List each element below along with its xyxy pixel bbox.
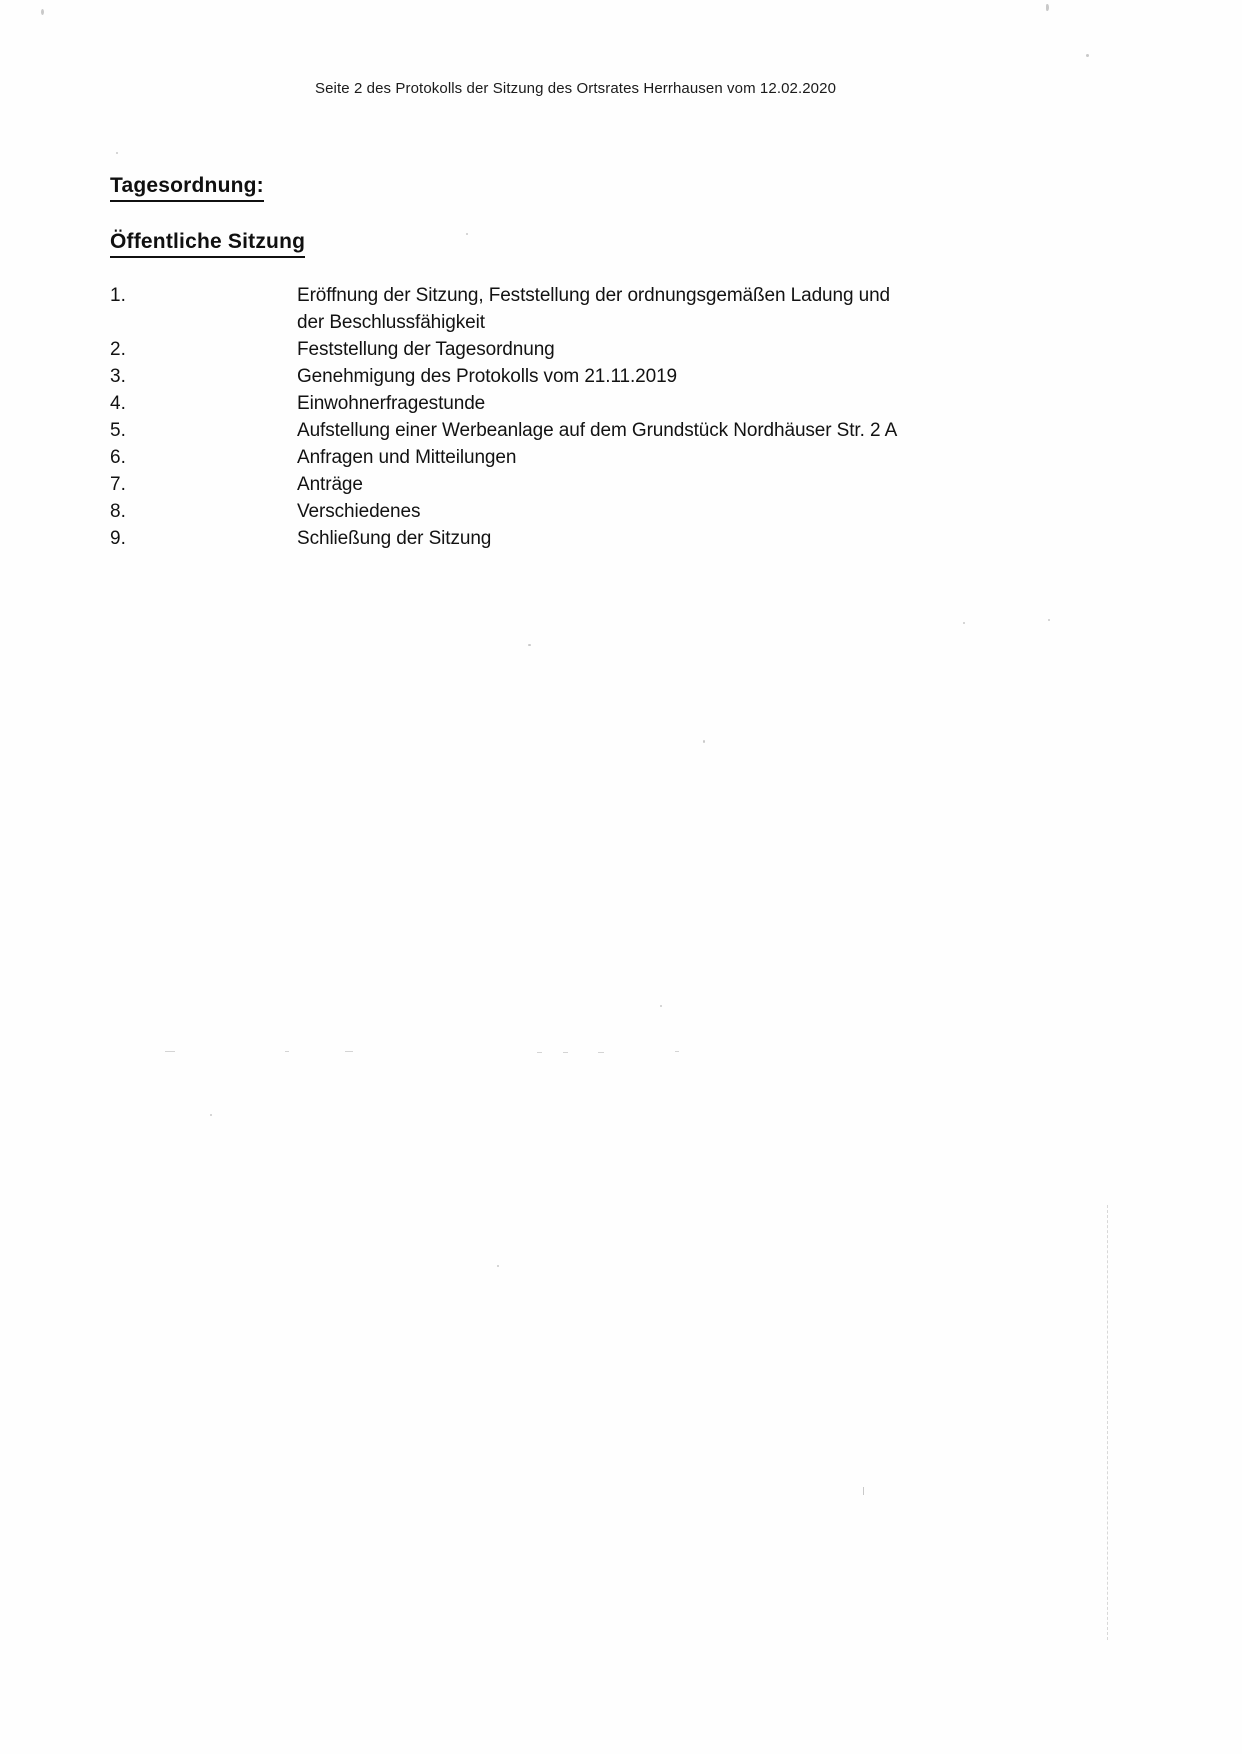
scan-speck xyxy=(1046,4,1049,11)
scan-speck xyxy=(116,152,118,154)
agenda-item-3 xyxy=(110,363,970,390)
agenda-item-text xyxy=(297,336,970,363)
agenda-item-line: der Beschlussfähigkeit xyxy=(297,312,485,333)
agenda-item-number: 6. xyxy=(110,447,126,468)
agenda-item-text xyxy=(297,525,970,552)
agenda-item-text xyxy=(297,282,970,336)
agenda-item-text xyxy=(297,471,970,498)
agenda-item-number: 2. xyxy=(110,339,126,360)
agenda-item-number: 7. xyxy=(110,474,126,495)
agenda-item-number: 1. xyxy=(110,285,126,306)
agenda-item-line: Feststellung der Tagesordnung xyxy=(297,339,555,360)
agenda-item-4 xyxy=(110,390,970,417)
agenda-item-text xyxy=(297,498,970,525)
scan-speck xyxy=(660,1005,662,1007)
agenda-item-number: 5. xyxy=(110,420,126,441)
agenda-item-line: Genehmigung des Protokolls vom 21.11.2019 xyxy=(297,366,678,387)
scan-speck xyxy=(41,9,44,15)
scan-speck xyxy=(963,622,965,624)
agenda-item-5 xyxy=(110,417,970,444)
agenda-title: Tagesordnung: xyxy=(110,174,264,202)
agenda-item-1 xyxy=(110,282,970,336)
agenda-item-text xyxy=(297,363,970,390)
agenda-item-line: Anträge xyxy=(297,474,363,495)
scan-speck xyxy=(1086,54,1089,57)
agenda-item-8 xyxy=(110,498,970,525)
scan-dashed-edge xyxy=(1107,1205,1108,1640)
agenda-item-number: 8. xyxy=(110,501,126,522)
agenda-item-2 xyxy=(110,336,970,363)
page-header: Seite 2 des Protokolls der Sitzung des Ortsrates Herrhausen vom 12.02.2020 xyxy=(315,80,837,97)
scan-speck xyxy=(528,644,531,646)
scan-speck xyxy=(703,740,705,743)
section-heading-public-session: Öffentliche Sitzung xyxy=(110,230,305,258)
agenda-item-line: Anfragen und Mitteilungen xyxy=(297,447,517,468)
agenda-item-number: 3. xyxy=(110,366,126,387)
agenda-item-7 xyxy=(110,471,970,498)
agenda-item-line: Schließung der Sitzung xyxy=(297,528,492,549)
scan-speck xyxy=(1048,619,1050,621)
agenda-item-line: Einwohnerfragestunde xyxy=(297,393,486,414)
agenda-item-text xyxy=(297,417,970,444)
agenda-item-9 xyxy=(110,525,970,552)
scan-speck xyxy=(210,1114,212,1116)
scan-speck xyxy=(466,233,468,235)
agenda-item-line: Verschiedenes xyxy=(297,501,421,522)
agenda-item-number: 9. xyxy=(110,528,126,549)
agenda-item-line: Aufstellung einer Werbeanlage auf dem Grundstück Nordhäuser Str. 2 A xyxy=(297,420,898,441)
agenda-item-6 xyxy=(110,444,970,471)
agenda-item-line: Eröffnung der Sitzung, Feststellung der ordnungsgemäßen Ladung und xyxy=(297,285,891,306)
scan-speck xyxy=(497,1265,499,1267)
agenda-item-text xyxy=(297,444,970,471)
agenda-item-number: 4. xyxy=(110,393,126,414)
agenda-item-text xyxy=(297,390,970,417)
agenda-list xyxy=(110,282,970,552)
scan-speck xyxy=(863,1487,864,1495)
